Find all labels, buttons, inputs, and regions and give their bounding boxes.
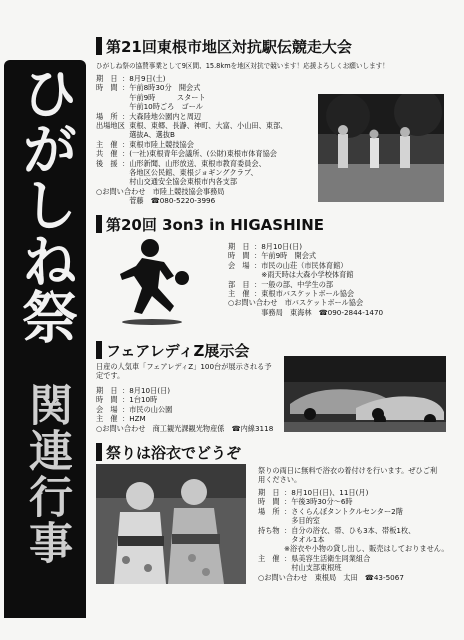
threeonthree-detail-key: 期 日 (228, 242, 250, 251)
ekiden-detail-value: ：東根市陸上競技協会 (122, 139, 194, 149)
ekiden-detail-value: 午前9時 スタート (122, 92, 206, 102)
threeonthree-detail-value: ※雨天時は大森小学校体育館 (254, 270, 354, 280)
fairlady-detail-key: ○お問い合わせ (96, 423, 146, 433)
threeonthree-detail-row (228, 289, 383, 298)
threeonthree-detail-key: 会 場 (228, 260, 250, 270)
ekiden-detail-row (96, 196, 287, 205)
ekiden-runners-photo (318, 94, 444, 202)
ekiden-detail-value: ：山形新聞、山形放送、東根市教育委員会、 (122, 158, 266, 168)
yukata-detail-row (258, 526, 449, 535)
threeonthree-detail-row (228, 298, 383, 307)
ekiden-detail-row (96, 93, 287, 102)
fairlady-detail-value: ：1台10時 (122, 395, 158, 405)
threeonthree-title: 第20回 3on3 in HIGASHINE (96, 214, 324, 235)
ekiden-detail-row (96, 121, 287, 130)
ekiden-detail-value: ：東根、東郷、長瀞、神町、大富、小山田、東部、 (122, 121, 288, 131)
ekiden-detail-key: 共 催 (96, 149, 118, 159)
threeonthree-detail-value: ：市民の山荘（市民体育館） (254, 260, 348, 270)
ekiden-intro: ひがしね祭の協賛事業として9区間、15.8kmを地区対抗で競います！応援よろしくお願いします！ (96, 62, 389, 70)
ekiden-detail-row (96, 149, 287, 158)
yukata-detail-key: 主 催 (258, 553, 280, 563)
yukata-detail-value: ：午後3時30分～6時 (284, 497, 353, 507)
ekiden-detail-value: ：8月9日(土) (122, 74, 166, 83)
yukata-detail-row (258, 507, 449, 516)
yukata-detail-row (258, 497, 449, 506)
yukata-detail-value: 東根局 太田 ☎43-5067 (307, 572, 404, 582)
yukata-detail-value: ：さくらんぼタントクルセンター2階 (284, 506, 403, 516)
yukata-detail-row (258, 573, 449, 582)
yukata-detail-value: 村山支部東根班 (284, 563, 342, 573)
yukata-detail-key: ○お問い合わせ (258, 572, 308, 582)
yukata-detail-row (258, 488, 449, 497)
ekiden-detail-row (96, 102, 287, 111)
threeonthree-detail-value: 市バスケットボール協会 (277, 298, 364, 308)
yukata-detail-row (258, 563, 449, 572)
threeonthree-detail-value: ：東根市バスケットボール協会 (254, 289, 355, 299)
fairlady-detail-value: 商工観光課観光物産係 ☎内線3118 (145, 423, 274, 433)
ekiden-detail-value: 村山交通安全協会東根市内各支部 (122, 177, 238, 187)
yukata-detail-value: ：自分の浴衣、帯、ひも3本、帯板1枚、 (284, 525, 416, 535)
ekiden-detail-key: 主 催 (96, 139, 118, 149)
yukata-detail-row (258, 535, 449, 544)
heading-bar-icon (96, 37, 102, 55)
yukata-detail-key: 持ち物 (258, 525, 280, 535)
threeonthree-detail-key: 部 目 (228, 279, 250, 289)
threeonthree-detail-row (228, 251, 383, 260)
ekiden-detail-key: 出場地区 (96, 121, 125, 131)
yukata-details (258, 488, 449, 582)
ekiden-detail-key: 場 所 (96, 111, 118, 121)
ekiden-detail-row (96, 187, 287, 196)
fairlady-detail-key: 時 間 (96, 395, 118, 405)
fairlady-detail-value: ：市民の山公園 (122, 404, 173, 414)
ekiden-detail-row (96, 112, 287, 121)
threeonthree-detail-key: 主 催 (228, 289, 250, 299)
threeonthree-detail-value: ：一般の部、中学生の部 (254, 279, 334, 289)
threeonthree-detail-row (228, 270, 383, 279)
fairlady-detail-row (96, 405, 273, 414)
threeonthree-detail-key: 時 間 (228, 251, 250, 261)
yukata-detail-row (258, 554, 449, 563)
yukata-detail-value: ：県美容生活衛生同業組合 (284, 553, 371, 563)
fairlady-detail-value: ：8月10日(日) (122, 386, 171, 395)
yukata-title: 祭りは浴衣でどうぞ (96, 442, 241, 463)
fairlady-detail-key: 主 催 (96, 414, 118, 424)
fairlady-title: フェアレディZ展示会 (96, 340, 249, 361)
ekiden-detail-key: 期 日 (96, 74, 118, 83)
yukata-detail-key: 期 日 (258, 488, 280, 497)
ekiden-detail-key: 時 間 (96, 83, 118, 93)
threeonthree-detail-value: 事務局 東海林 ☎090-2844-1470 (254, 307, 384, 317)
yukata-detail-value: タオル1本 (284, 535, 325, 545)
fairlady-cars-photo (284, 356, 446, 432)
fairlady-detail-row (96, 395, 273, 404)
threeonthree-detail-key: ○お問い合わせ (228, 298, 278, 308)
threeonthree-detail-row (228, 261, 383, 270)
vertical-subtitle: 関連行事 (21, 382, 72, 566)
ekiden-detail-key: ○お問い合わせ (96, 186, 146, 196)
yukata-detail-value: ：8月10日(日)、11日(月) (284, 488, 369, 497)
basketball-player-icon (112, 236, 212, 326)
ekiden-detail-value: 市陸上競技協会事務局 (145, 186, 225, 196)
fairlady-intro: 日産の人気車「フェアレディZ」100台が展示される予定です。 (96, 362, 272, 381)
ekiden-detail-row (96, 177, 287, 186)
threeonthree-detail-row (228, 308, 383, 317)
fairlady-detail-key: 会 場 (96, 404, 118, 414)
threeonthree-detail-row (228, 242, 383, 251)
heading-bar-icon (96, 341, 102, 359)
yukata-detail-row (258, 516, 449, 525)
ekiden-detail-row (96, 140, 287, 149)
ekiden-detail-row (96, 74, 287, 83)
yukata-detail-value: 多目的室 (284, 516, 320, 526)
ekiden-detail-value: 各地区公民館、東根ジョギングクラブ、 (122, 168, 258, 178)
heading-bar-icon (96, 443, 102, 461)
fairlady-details (96, 386, 273, 433)
threeonthree-detail-value: ：8月10日(日) (254, 242, 303, 251)
threeonthree-detail-value: ：午前9時 開会式 (254, 251, 317, 261)
ekiden-detail-row (96, 83, 287, 92)
ekiden-detail-key: 後 援 (96, 158, 118, 168)
ekiden-detail-row (96, 168, 287, 177)
ekiden-detail-value: ：(一社)東根青年会議所、(公財)東根市体育協会 (122, 149, 277, 159)
fairlady-detail-value: ：HZM (122, 414, 146, 424)
fairlady-detail-key: 期 日 (96, 386, 118, 395)
ekiden-details (96, 74, 287, 206)
ekiden-detail-value: 選抜A、選抜B (122, 130, 175, 140)
fairlady-detail-row (96, 386, 273, 395)
yukata-photo (96, 464, 246, 584)
ekiden-detail-value: 菅藤 ☎080-5220-3996 (122, 196, 216, 206)
vertical-title: ひがしね祭 (13, 64, 78, 344)
heading-bar-icon (96, 215, 102, 233)
ekiden-detail-value: ：午前8時30分 開会式 (122, 83, 201, 93)
fairlady-detail-row (96, 414, 273, 423)
yukata-detail-key: 時 間 (258, 497, 280, 507)
threeonthree-detail-row (228, 280, 383, 289)
threeonthree-details (228, 242, 383, 317)
ekiden-detail-value: ：大森陸地公園内と周辺 (122, 111, 202, 121)
yukata-detail-key: 場 所 (258, 506, 280, 516)
fairlady-detail-row (96, 424, 273, 433)
ekiden-title: 第21回東根市地区対抗駅伝競走大会 (96, 36, 352, 57)
yukata-intro: 祭りの両日に無料で浴衣の着付けを行います。ぜひご利用ください。 (258, 466, 438, 485)
ekiden-detail-row (96, 159, 287, 168)
ekiden-detail-value: 午前10時ごろ ゴール (122, 102, 203, 112)
yukata-detail-row (258, 544, 449, 553)
ekiden-detail-row (96, 130, 287, 139)
yukata-detail-value: ※浴衣や小物の貸し出し、販売はしておりません。 (284, 544, 449, 554)
